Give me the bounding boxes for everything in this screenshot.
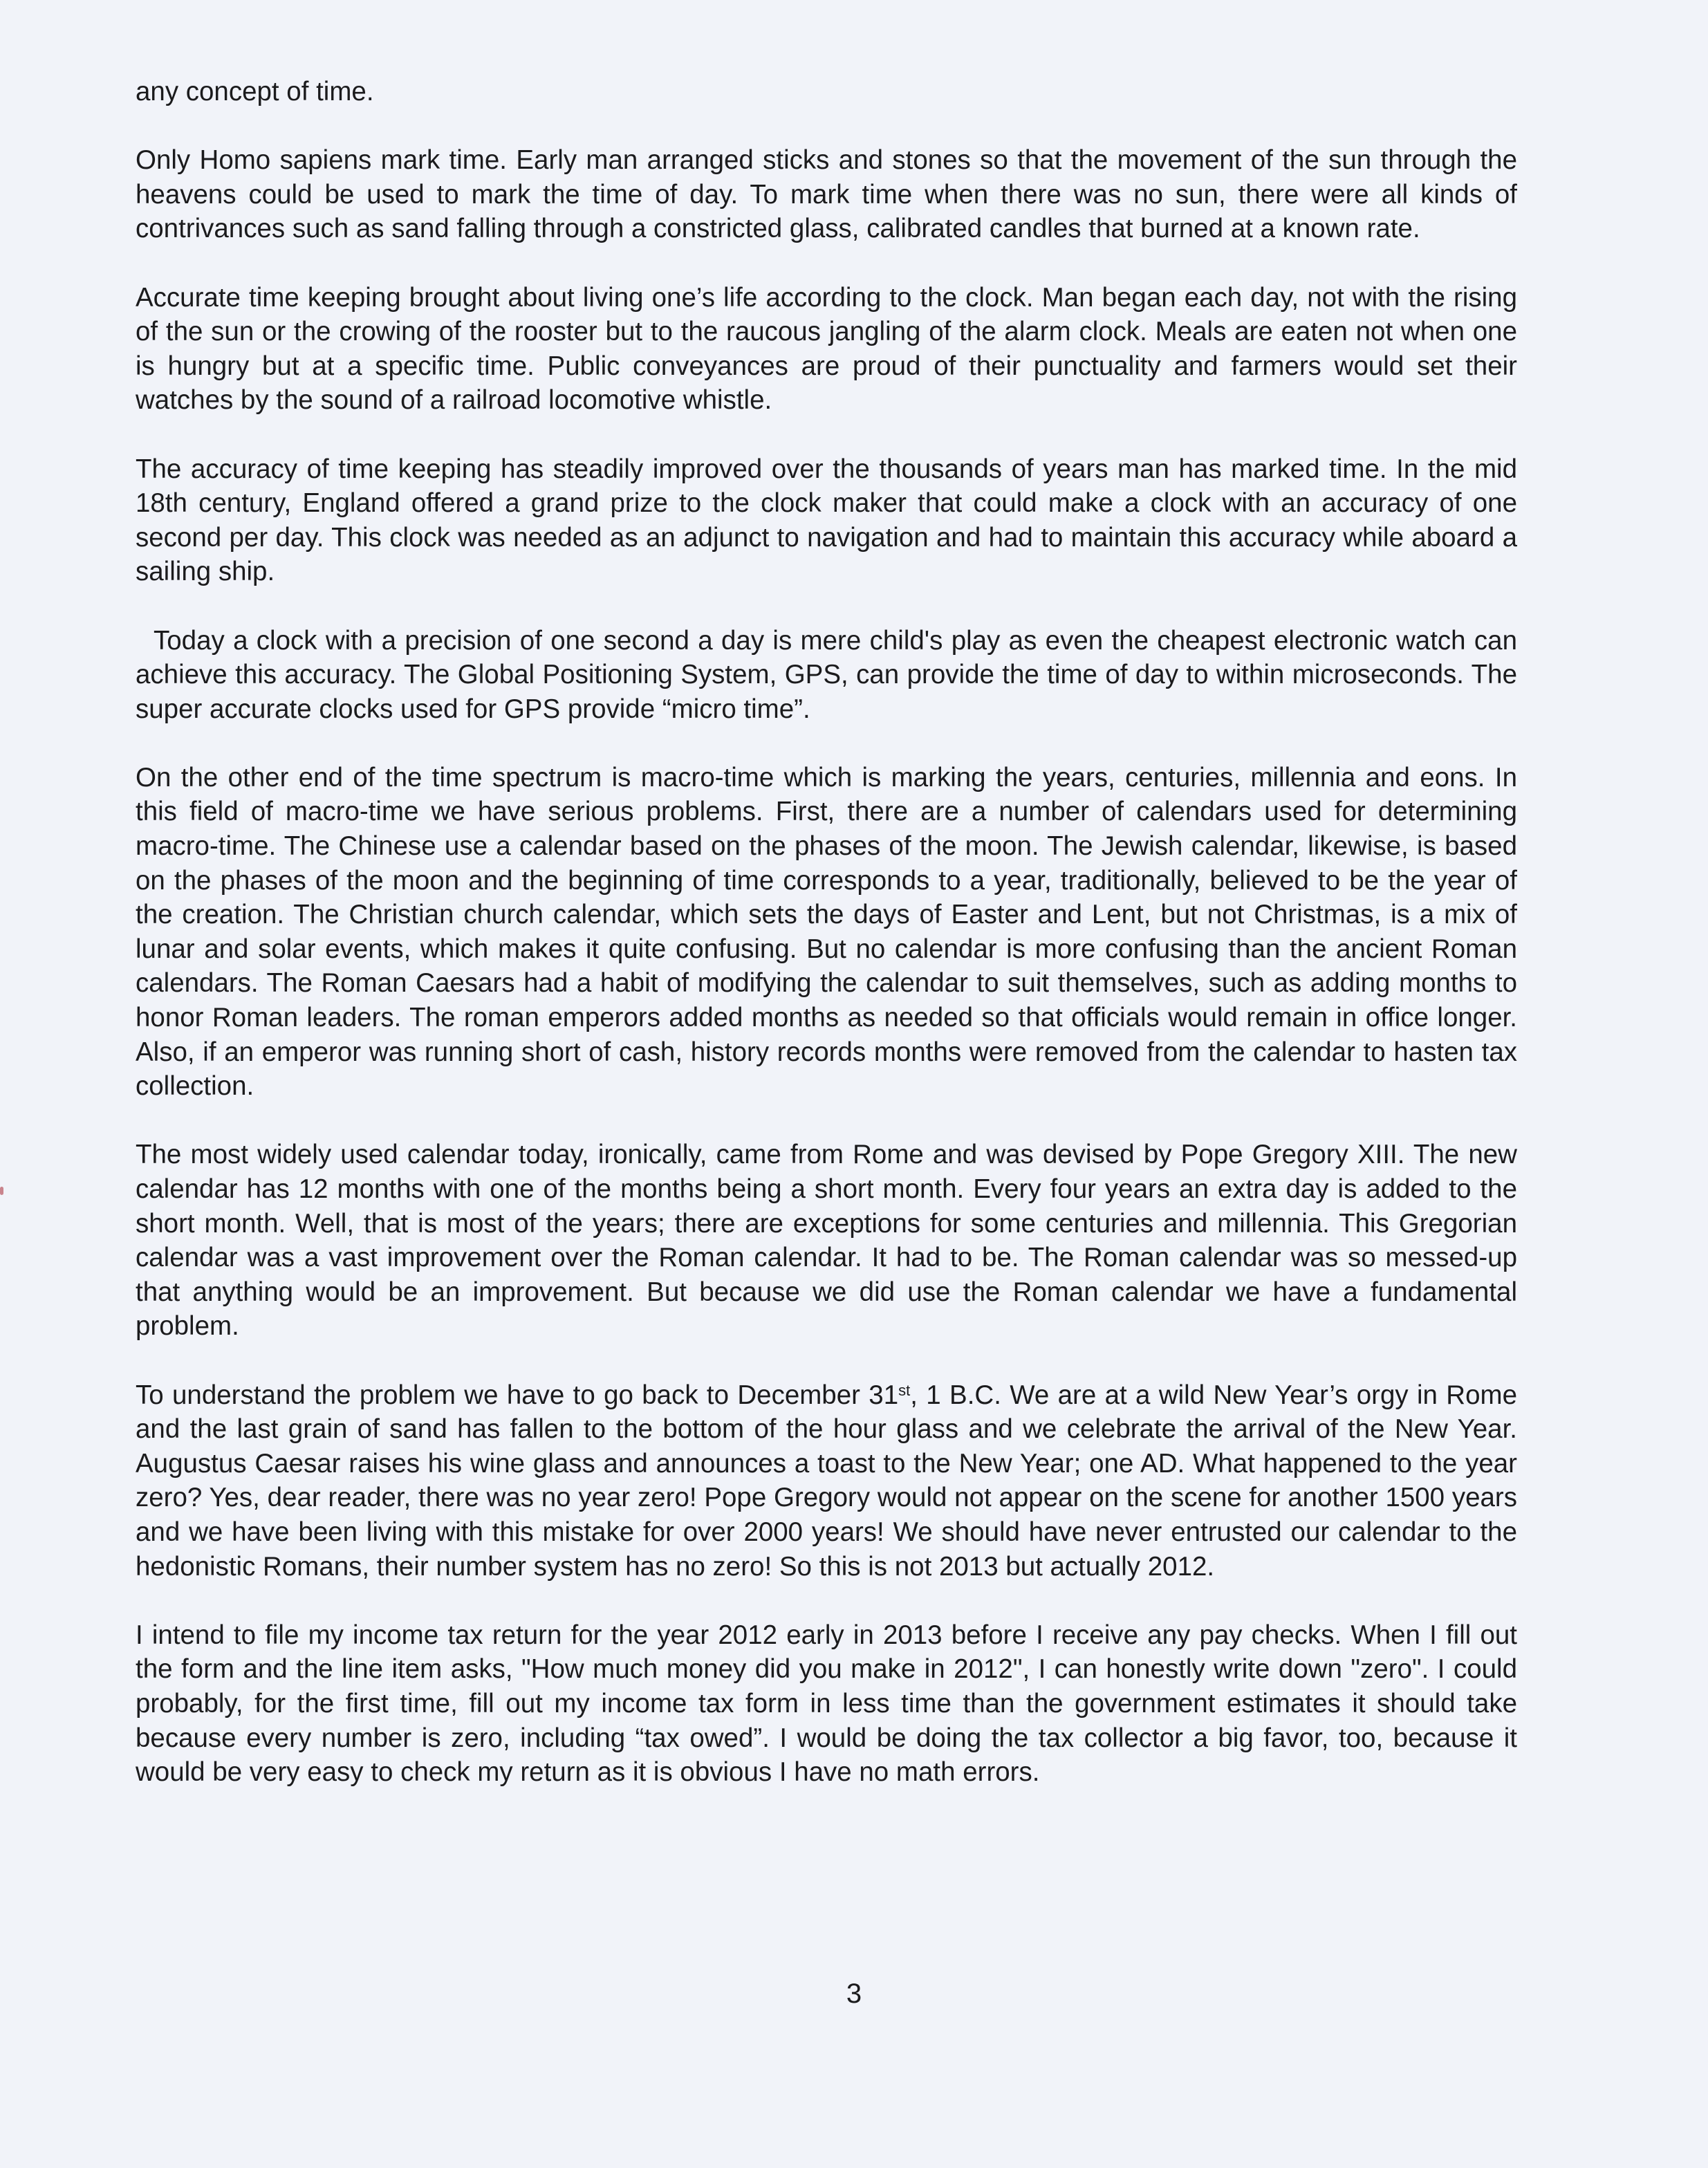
paragraph-8-rest: , 1 B.C. We are at a wild New Year’s orgy in Rome and the last grain of sand has fallen to the bottom of the hour glass and we celebrate the arrival of the New Year. Augustus Caesar raises his wine glass and announces a toast to the New Year; one AD. What happened to the year zero? Yes, dear reader, there was no year zero! Pope Gregory would not appear on the scene for another 1500 years and we have been living with this mistake for over 2000 years! We should have never entrusted our calendar to the hedonistic Romans, their number system has no zero! So this is not 2013 but actually 2012. xyxy=(136,1380,1517,1582)
paragraph-5: Today a clock with a precision of one second a day is mere child's play as even the cheapest electronic watch can achieve this accuracy. The Global Positioning System, GPS, can provide the time of day to within microseconds. The super accurate clocks used for GPS provide “micro time”. xyxy=(136,625,1517,724)
paragraph-8 xyxy=(136,1378,1517,1584)
page-body xyxy=(136,75,1517,1824)
paragraph-8-start: To understand the problem we have to go back to December 31 xyxy=(136,1380,899,1410)
paragraph-2: Only Homo sapiens mark time. Early man arranged sticks and stones so that the movement of the sun through the heavens could be used to mark the time of day. To mark time when there was no sun, there were all kinds of contrivances such as sand falling through a constricted glass, calibrated candles that burned at a known rate. xyxy=(136,145,1517,244)
paragraph-6: On the other end of the time spectrum is macro-time which is marking the years, centuries, millennia and eons. In this field of macro-time we have serious problems. First, there are a number of calendars used for determining macro-time. The Chinese use a calendar based on the phases of the moon. The Jewish calendar, likewise, is based on the phases of the moon and the beginning of time corresponds to a year, traditionally, believed to be the year of the creation. The Christian church calendar, which sets the days of Easter and Lent, but not Christmas, is a mix of lunar and solar events, which makes it quite confusing. But no calendar is more confusing than the ancient Roman calendars. The Roman Caesars had a habit of modifying the calendar to suit themselves, such as adding months to honor Roman leaders. The roman emperors added months as needed so that officials would remain in office longer. Also, if an emperor was running short of cash, history records months were removed from the calendar to hasten tax collection. xyxy=(136,762,1517,1102)
scan-speck xyxy=(0,1187,3,1195)
paragraph-3: Accurate time keeping brought about living one’s life according to the clock. Man began each day, not with the rising of the sun or the crowing of the rooster but to the raucous jangling of the alarm clock. Meals are eaten not when one is hungry but at a specific time. Public conveyances are proud of their punctuality and farmers would set their watches by the sound of a railroad locomotive whistle. xyxy=(136,282,1517,416)
paragraph-7: The most widely used calendar today, ironically, came from Rome and was devised by Pope Gregory XIII. The new calendar has 12 months with one of the months being a short month. Every four years an extra day is added to the short month. Well, that is most of the years; there are exceptions for some centuries and millennia. This Gregorian calendar was a vast improvement over the Roman calendar. It had to be. The Roman calendar was so messed-up that anything would be an improvement. But because we did use the Roman calendar we have a fundamental problem. xyxy=(136,1140,1517,1342)
paragraph-1: any concept of time. xyxy=(136,77,374,106)
paragraph-4: The accuracy of time keeping has steadily improved over the thousands of years man has marked time. In the mid 18th century, England offered a grand prize to the clock maker that could make a clock with an accuracy of one second per day. This clock was needed as an adjunct to navigation and had to maintain this accuracy while aboard a sailing ship. xyxy=(136,454,1517,587)
ordinal-suffix: st xyxy=(898,1381,911,1399)
page-number: 3 xyxy=(846,1979,862,2009)
paragraph-9: I intend to file my income tax return for the year 2012 early in 2013 before I receive any pay checks. When I fill out the form and the line item asks, "How much money did you make in 2012", I can honestly write down "zero". I could probably, for the first time, fill out my income tax form in less time than the government estimates it should take because every number is zero, including “tax owed”. I would be doing the tax collector a big favor, too, because it would be very easy to check my return as it is obvious I have no math errors. xyxy=(136,1620,1517,1788)
